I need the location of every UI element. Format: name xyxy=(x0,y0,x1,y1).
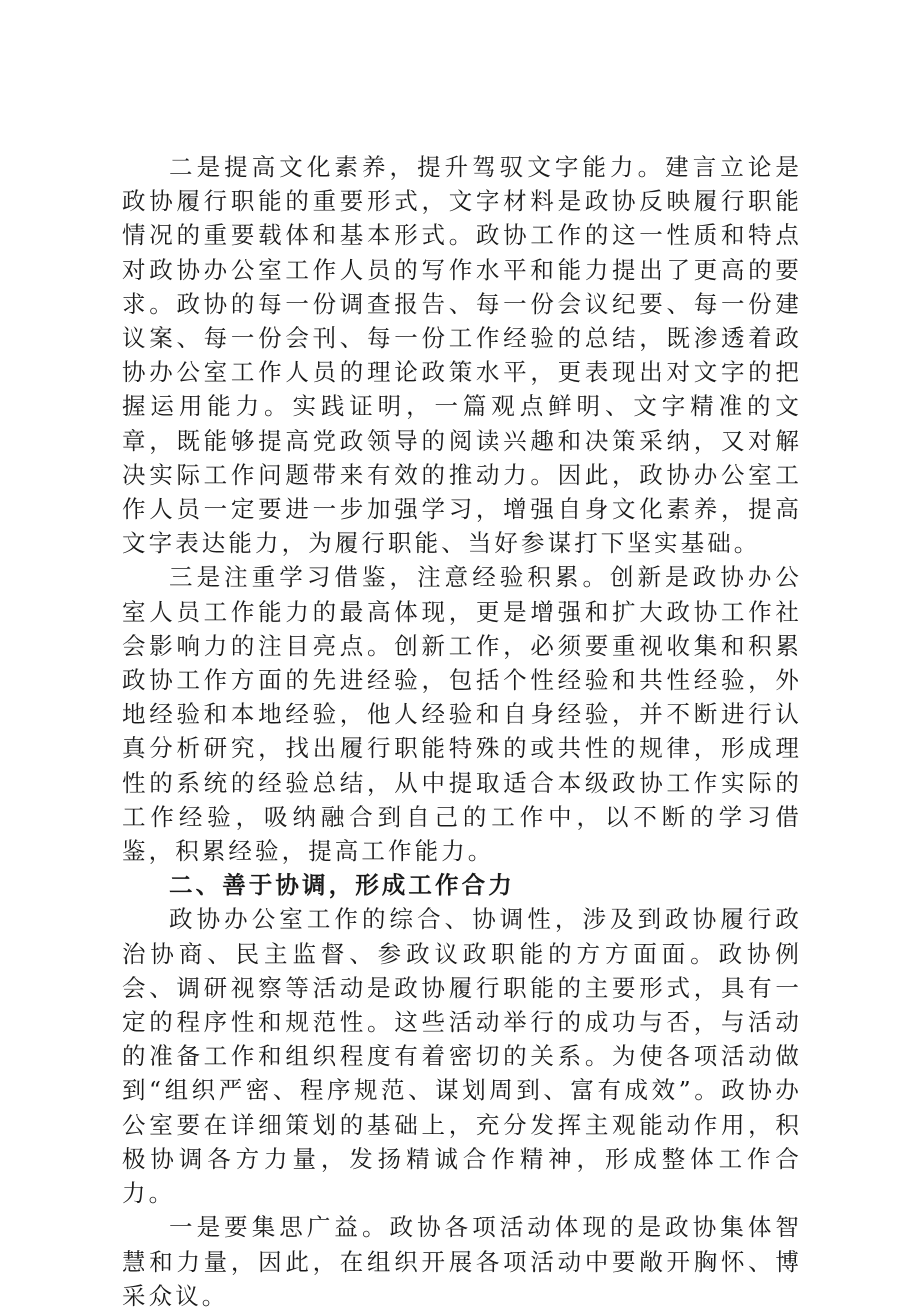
paragraph-collective-wisdom: 一是要集思广益。政协各项活动体现的是政协集体智慧和力量，因此，在组织开展各项活动中要敞开胸怀、博采众议。 xyxy=(122,1213,802,1310)
document-body xyxy=(122,150,802,1313)
paragraph-improve-writing: 二是提高文化素养，提升驾驭文字能力。建言立论是政协履行职能的重要形式，文字材料是政协反映履行职能情况的重要载体和基本形式。政协工作的这一性质和特点对政协办公室工作人员的写作水平和能力提出了更高的要求。政协的每一份调查报告、每一份会议纪要、每一份建议案、每一份会刊、每一份工作经验的总结，既渗透着政协办公室工作人员的理论政策水平，更表现出对文字的把握运用能力。实践证明，一篇观点鲜明、文字精准的文章，既能够提高党政领导的阅读兴趣和决策采纳，又对解决实际工作问题带来有效的推动力。因此，政协办公室工作人员一定要进一步加强学习，增强自身文化素养，提高文字表达能力，为履行职能、当好参谋打下坚实基础。 xyxy=(122,153,802,558)
paragraph-coordination-overview: 政协办公室工作的综合、协调性，涉及到政协履行政治协商、民主监督、参政议政职能的方方面面。政协例会、调研视察等活动是政协履行职能的主要形式，具有一定的程序性和规范性。这些活动举行的成功与否，与活动的准备工作和组织程度有着密切的关系。为使各项活动做到“组织严密、程序规范、谋划周到、富有成效”。政协办公室要在详细策划的基础上，充分发挥主观能动作用，积极协调各方力量，发扬精诚合作精神，形成整体工作合力。 xyxy=(122,905,802,1208)
paragraph-learn-experience: 三是注重学习借鉴，注意经验积累。创新是政协办公室人员工作能力的最高体现，更是增强和扩大政协工作社会影响力的注目亮点。创新工作，必须要重视收集和积累政协工作方面的先进经验，包括个性经验和共性经验，外地经验和本地经验，他人经验和自身经验，并不断进行认真分析研究，找出履行职能特殊的或共性的规律，形成理性的系统的经验总结，从中提取适合本级政协工作实际的工作经验，吸纳融合到自己的工作中，以不断的学习借鉴，积累经验，提高工作能力。 xyxy=(122,563,802,866)
section-heading-coordination: 二、善于协调，形成工作合力 xyxy=(169,871,515,900)
